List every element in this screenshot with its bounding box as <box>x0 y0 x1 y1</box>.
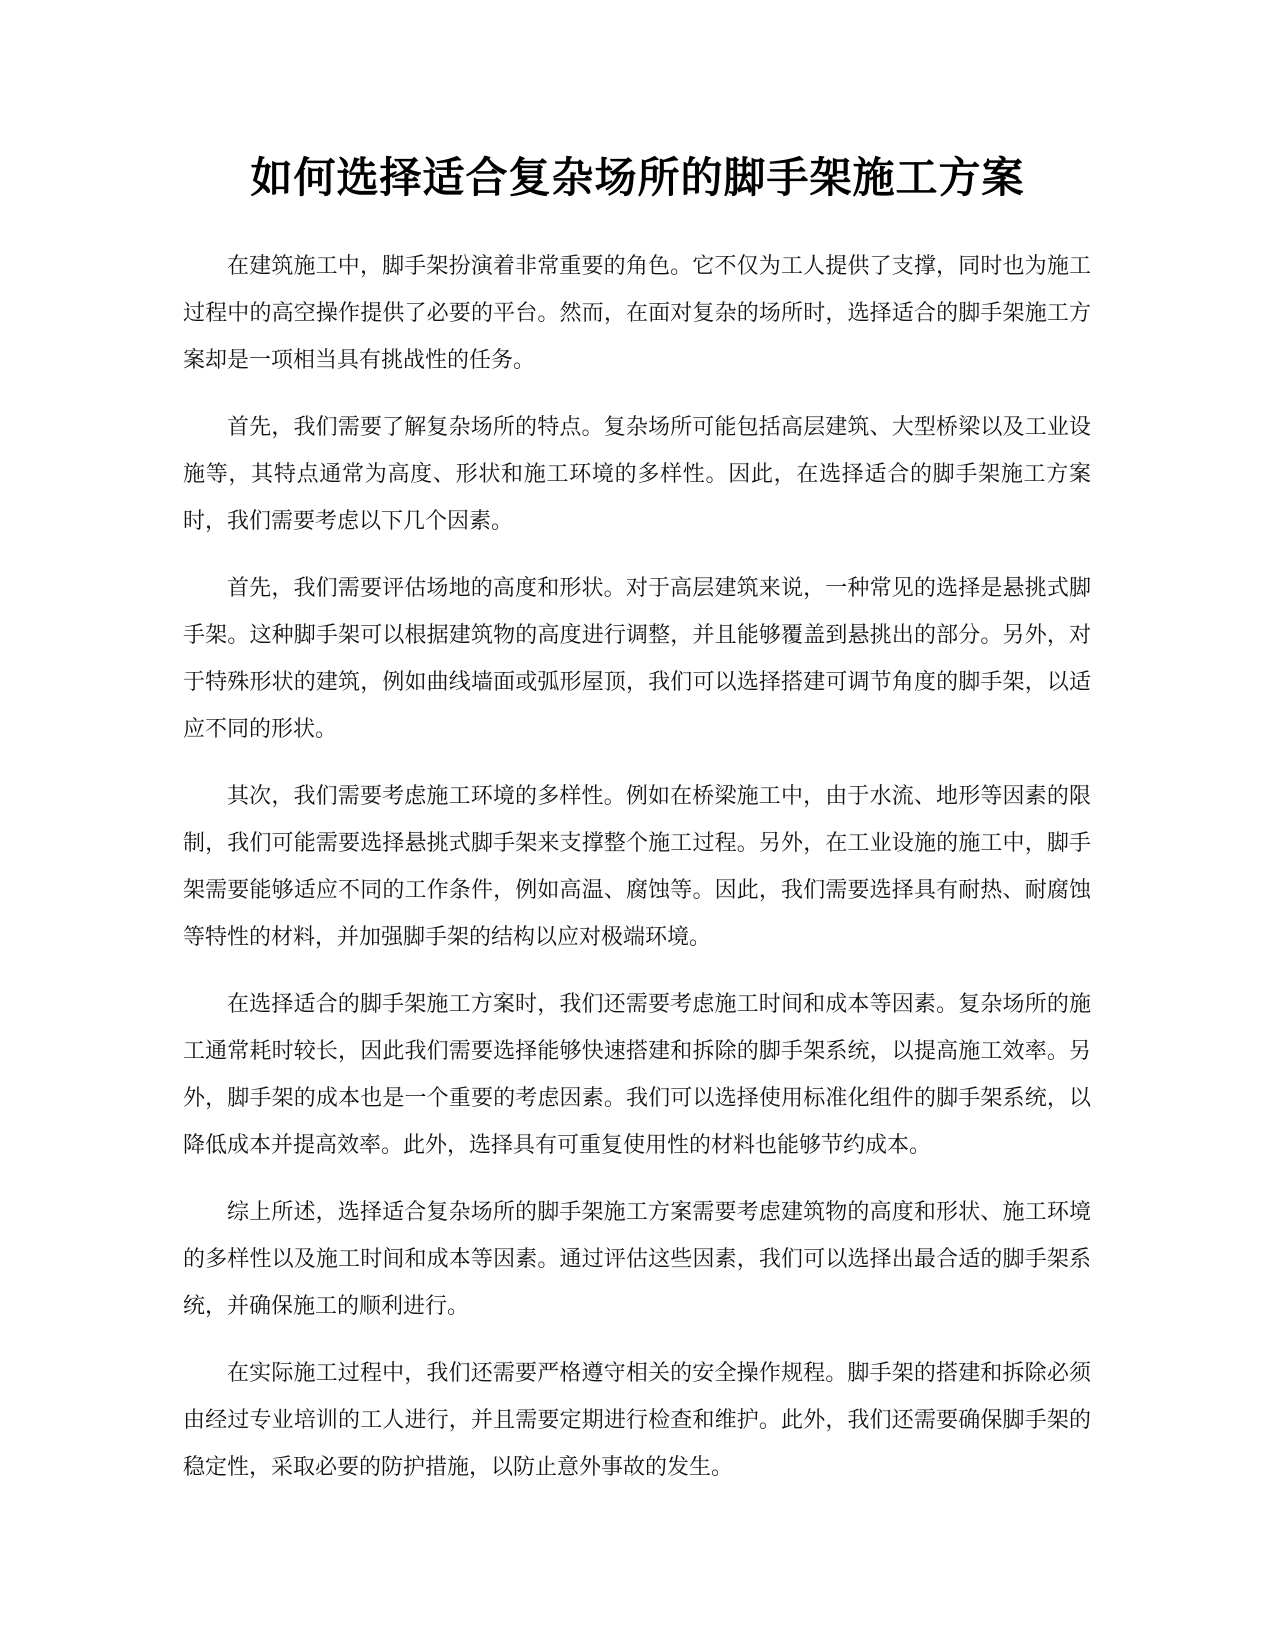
paragraph: 综上所述，选择适合复杂场所的脚手架施工方案需要考虑建筑物的高度和形状、施工环境的多样性以及施工时间和成本等因素。通过评估这些因素，我们可以选择出最合适的脚手架系统，并确保施工的顺利进行。 <box>183 1200 1091 1319</box>
paragraph: 在建筑施工中，脚手架扮演着非常重要的角色。它不仅为工人提供了支撑，同时也为施工过程中的高空操作提供了必要的平台。然而，在面对复杂的场所时，选择适合的脚手架施工方案却是一项相当具有挑战性的任务。 <box>183 254 1091 373</box>
paragraph: 其次，我们需要考虑施工环境的多样性。例如在桥梁施工中，由于水流、地形等因素的限制，我们可能需要选择悬挑式脚手架来支撑整个施工过程。另外，在工业设施的施工中，脚手架需要能够适应不同的工作条件，例如高温、腐蚀等。因此，我们需要选择具有耐热、耐腐蚀等特性的材料，并加强脚手架的结构以应对极端环境。 <box>183 784 1091 950</box>
paragraph: 在选择适合的脚手架施工方案时，我们还需要考虑施工时间和成本等因素。复杂场所的施工通常耗时较长，因此我们需要选择能够快速搭建和拆除的脚手架系统，以提高施工效率。另外，脚手架的成本也是一个重要的考虑因素。我们可以选择使用标准化组件的脚手架系统，以降低成本并提高效率。此外，选择具有可重复使用性的材料也能够节约成本。 <box>183 992 1091 1158</box>
paragraph: 首先，我们需要了解复杂场所的特点。复杂场所可能包括高层建筑、大型桥梁以及工业设施等，其特点通常为高度、形状和施工环境的多样性。因此，在选择适合的脚手架施工方案时，我们需要考虑以下几个因素。 <box>183 415 1091 534</box>
document-body <box>183 243 1091 1511</box>
paragraph: 在实际施工过程中，我们还需要严格遵守相关的安全操作规程。脚手架的搭建和拆除必须由经过专业培训的工人进行，并且需要定期进行检查和维护。此外，我们还需要确保脚手架的稳定性，采取必要的防护措施，以防止意外事故的发生。 <box>183 1361 1091 1480</box>
paragraph: 首先，我们需要评估场地的高度和形状。对于高层建筑来说，一种常见的选择是悬挑式脚手架。这种脚手架可以根据建筑物的高度进行调整，并且能够覆盖到悬挑出的部分。另外，对于特殊形状的建筑，例如曲线墙面或弧形屋顶，我们可以选择搭建可调节角度的脚手架，以适应不同的形状。 <box>183 576 1091 742</box>
document-title: 如何选择适合复杂场所的脚手架施工方案 <box>250 153 1025 202</box>
